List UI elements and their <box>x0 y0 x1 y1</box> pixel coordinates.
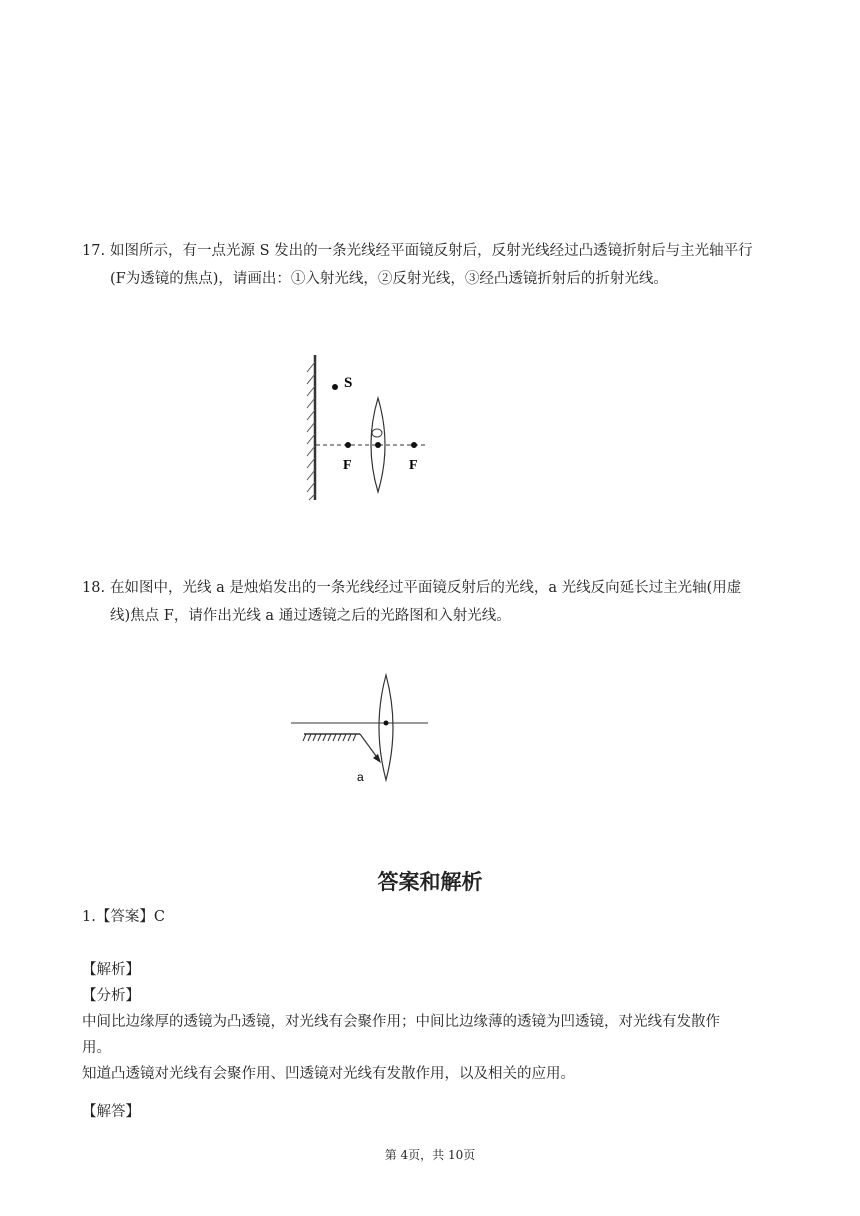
label-a: a <box>357 770 364 784</box>
analysis-text-1-cont: 用。 <box>82 1040 111 1056</box>
focus-right <box>411 442 417 448</box>
lens-center <box>375 442 381 448</box>
focus-left <box>345 442 351 448</box>
question-18-text: 在如图中，光线 a 是烛焰发出的一条光线经过平面镜反射后的光线，a 光线反向延长过主光轴(用虚 <box>110 580 742 596</box>
question-17-line-1 <box>82 237 782 265</box>
question-number: 18. <box>82 580 106 596</box>
analysis-label: 【解析】 <box>82 962 140 978</box>
lens-center <box>384 721 389 726</box>
question-18 <box>82 574 782 630</box>
question-17-line-2: (F为透镜的焦点)，请画出：①入射光线，②反射光线，③经凸透镜折射后的折射光线。 <box>110 271 668 287</box>
label-s: S <box>344 375 353 391</box>
solution-label: 【解答】 <box>82 1104 140 1120</box>
analysis-text-2: 知道凸透镜对光线有会聚作用、凹透镜对光线有发散作用，以及相关的应用。 <box>82 1066 575 1082</box>
label-f-right: F <box>409 458 418 473</box>
question-18-line-2: 线)焦点 F，请作出光线 a 通过透镜之后的光路图和入射光线。 <box>110 608 511 624</box>
mirror-hatching <box>303 734 356 741</box>
label-f-left: F <box>343 458 352 473</box>
point-source-s <box>332 384 338 390</box>
convex-lens <box>379 675 393 780</box>
answer-1: 1.【答案】C <box>82 909 165 925</box>
figure-18-lens <box>288 672 433 787</box>
question-17-text: 如图所示，有一点光源 S 发出的一条光线经平面镜反射后，反射光线经过凸透镜折射后与主光轴平行 <box>110 243 753 259</box>
question-number: 17. <box>82 243 106 259</box>
answers-heading: 答案和解析 <box>377 870 483 894</box>
analysis-text-1: 中间比边缘厚的透镜为凸透镜，对光线有会聚作用；中间比边缘薄的透镜为凹透镜，对光线有发散作 <box>82 1014 720 1030</box>
ray-a-arrow <box>373 754 381 763</box>
analysis-subheading: 【分析】 <box>82 988 140 1004</box>
page-footer: 第 4页，共 10页 <box>384 1148 476 1162</box>
question-17 <box>82 237 782 293</box>
question-18-line-1 <box>82 574 782 602</box>
lens-mark <box>372 429 382 437</box>
figure-17-mirror-lens <box>300 350 435 505</box>
